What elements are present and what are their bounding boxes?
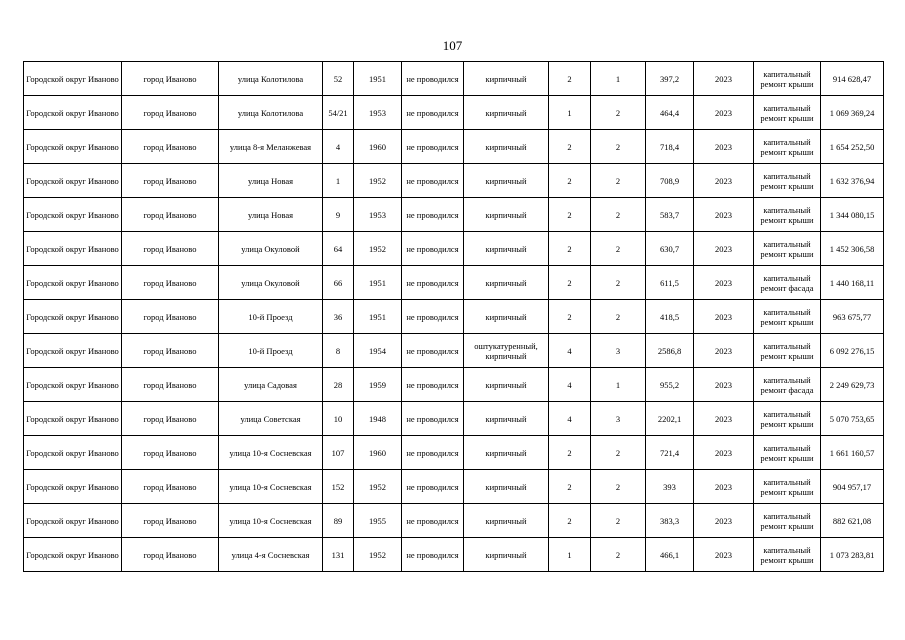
house-number-cell: 52 xyxy=(323,62,354,96)
last-repair-cell: не проводился xyxy=(402,266,464,300)
table-row xyxy=(24,402,884,436)
cost-cell: 1 632 376,94 xyxy=(821,164,884,198)
build-year-cell: 1953 xyxy=(354,198,402,232)
work-type-cell: капитальный ремонт фасада xyxy=(754,368,821,402)
cost-cell: 5 070 753,65 xyxy=(821,402,884,436)
municipality-cell: Городской округ Иваново xyxy=(24,164,122,198)
build-year-cell: 1951 xyxy=(354,266,402,300)
area-cell: 721,4 xyxy=(646,436,694,470)
repair-registry-table xyxy=(23,61,884,572)
municipality-cell: Городской округ Иваново xyxy=(24,266,122,300)
wall-material-cell: оштукатуренный, кирпичный xyxy=(464,334,549,368)
settlement-cell: город Иваново xyxy=(122,470,219,504)
house-number-cell: 64 xyxy=(323,232,354,266)
house-number-cell: 66 xyxy=(323,266,354,300)
area-cell: 955,2 xyxy=(646,368,694,402)
entrances-cell: 2 xyxy=(591,504,646,538)
area-cell: 583,7 xyxy=(646,198,694,232)
work-type-cell: капитальный ремонт крыши xyxy=(754,470,821,504)
house-number-cell: 54/21 xyxy=(323,96,354,130)
settlement-cell: город Иваново xyxy=(122,232,219,266)
entrances-cell: 2 xyxy=(591,300,646,334)
floors-cell: 2 xyxy=(549,198,591,232)
entrances-cell: 2 xyxy=(591,470,646,504)
last-repair-cell: не проводился xyxy=(402,504,464,538)
build-year-cell: 1952 xyxy=(354,232,402,266)
area-cell: 466,1 xyxy=(646,538,694,572)
work-type-cell: капитальный ремонт фасада xyxy=(754,266,821,300)
settlement-cell: город Иваново xyxy=(122,334,219,368)
cost-cell: 914 628,47 xyxy=(821,62,884,96)
settlement-cell: город Иваново xyxy=(122,538,219,572)
last-repair-cell: не проводился xyxy=(402,232,464,266)
table-row xyxy=(24,96,884,130)
cost-cell: 1 344 080,15 xyxy=(821,198,884,232)
floors-cell: 4 xyxy=(549,368,591,402)
area-cell: 718,4 xyxy=(646,130,694,164)
entrances-cell: 2 xyxy=(591,538,646,572)
area-cell: 393 xyxy=(646,470,694,504)
area-cell: 630,7 xyxy=(646,232,694,266)
floors-cell: 1 xyxy=(549,96,591,130)
year-cell: 2023 xyxy=(694,266,754,300)
wall-material-cell: кирпичный xyxy=(464,130,549,164)
municipality-cell: Городской округ Иваново xyxy=(24,436,122,470)
wall-material-cell: кирпичный xyxy=(464,470,549,504)
year-cell: 2023 xyxy=(694,232,754,266)
year-cell: 2023 xyxy=(694,164,754,198)
build-year-cell: 1952 xyxy=(354,470,402,504)
table-row xyxy=(24,334,884,368)
work-type-cell: капитальный ремонт крыши xyxy=(754,504,821,538)
floors-cell: 2 xyxy=(549,164,591,198)
page-number: 107 xyxy=(442,38,463,53)
floors-cell: 2 xyxy=(549,470,591,504)
wall-material-cell: кирпичный xyxy=(464,96,549,130)
street-cell: улица Советская xyxy=(219,402,323,436)
street-cell: улица 4-я Сосневская xyxy=(219,538,323,572)
last-repair-cell: не проводился xyxy=(402,334,464,368)
work-type-cell: капитальный ремонт крыши xyxy=(754,436,821,470)
area-cell: 611,5 xyxy=(646,266,694,300)
street-cell: улица Окуловой xyxy=(219,266,323,300)
settlement-cell: город Иваново xyxy=(122,368,219,402)
street-cell: 10-й Проезд xyxy=(219,334,323,368)
municipality-cell: Городской округ Иваново xyxy=(24,96,122,130)
street-cell: улица 10-я Сосневская xyxy=(219,470,323,504)
last-repair-cell: не проводился xyxy=(402,470,464,504)
work-type-cell: капитальный ремонт крыши xyxy=(754,232,821,266)
build-year-cell: 1955 xyxy=(354,504,402,538)
entrances-cell: 2 xyxy=(591,164,646,198)
build-year-cell: 1951 xyxy=(354,300,402,334)
house-number-cell: 89 xyxy=(323,504,354,538)
house-number-cell: 4 xyxy=(323,130,354,164)
wall-material-cell: кирпичный xyxy=(464,62,549,96)
settlement-cell: город Иваново xyxy=(122,266,219,300)
build-year-cell: 1959 xyxy=(354,368,402,402)
house-number-cell: 8 xyxy=(323,334,354,368)
cost-cell: 2 249 629,73 xyxy=(821,368,884,402)
work-type-cell: капитальный ремонт крыши xyxy=(754,402,821,436)
year-cell: 2023 xyxy=(694,300,754,334)
settlement-cell: город Иваново xyxy=(122,62,219,96)
entrances-cell: 3 xyxy=(591,402,646,436)
area-cell: 2202,1 xyxy=(646,402,694,436)
table-row xyxy=(24,300,884,334)
last-repair-cell: не проводился xyxy=(402,300,464,334)
wall-material-cell: кирпичный xyxy=(464,402,549,436)
cost-cell: 1 073 283,81 xyxy=(821,538,884,572)
wall-material-cell: кирпичный xyxy=(464,538,549,572)
cost-cell: 1 661 160,57 xyxy=(821,436,884,470)
year-cell: 2023 xyxy=(694,368,754,402)
street-cell: улица 10-я Сосневская xyxy=(219,436,323,470)
build-year-cell: 1960 xyxy=(354,436,402,470)
last-repair-cell: не проводился xyxy=(402,164,464,198)
municipality-cell: Городской округ Иваново xyxy=(24,334,122,368)
street-cell: улица Садовая xyxy=(219,368,323,402)
last-repair-cell: не проводился xyxy=(402,368,464,402)
entrances-cell: 2 xyxy=(591,266,646,300)
entrances-cell: 2 xyxy=(591,198,646,232)
cost-cell: 882 621,08 xyxy=(821,504,884,538)
entrances-cell: 1 xyxy=(591,62,646,96)
table-row xyxy=(24,436,884,470)
wall-material-cell: кирпичный xyxy=(464,198,549,232)
municipality-cell: Городской округ Иваново xyxy=(24,538,122,572)
build-year-cell: 1952 xyxy=(354,538,402,572)
wall-material-cell: кирпичный xyxy=(464,266,549,300)
house-number-cell: 1 xyxy=(323,164,354,198)
last-repair-cell: не проводился xyxy=(402,402,464,436)
work-type-cell: капитальный ремонт крыши xyxy=(754,538,821,572)
street-cell: улица 8-я Меланжевая xyxy=(219,130,323,164)
municipality-cell: Городской округ Иваново xyxy=(24,368,122,402)
area-cell: 2586,8 xyxy=(646,334,694,368)
wall-material-cell: кирпичный xyxy=(464,436,549,470)
year-cell: 2023 xyxy=(694,538,754,572)
table-row xyxy=(24,266,884,300)
work-type-cell: капитальный ремонт крыши xyxy=(754,198,821,232)
house-number-cell: 107 xyxy=(323,436,354,470)
work-type-cell: капитальный ремонт крыши xyxy=(754,62,821,96)
table-row xyxy=(24,198,884,232)
entrances-cell: 2 xyxy=(591,130,646,164)
house-number-cell: 36 xyxy=(323,300,354,334)
house-number-cell: 10 xyxy=(323,402,354,436)
entrances-cell: 2 xyxy=(591,436,646,470)
year-cell: 2023 xyxy=(694,402,754,436)
settlement-cell: город Иваново xyxy=(122,164,219,198)
floors-cell: 4 xyxy=(549,402,591,436)
settlement-cell: город Иваново xyxy=(122,96,219,130)
entrances-cell: 2 xyxy=(591,96,646,130)
table-row xyxy=(24,164,884,198)
area-cell: 383,3 xyxy=(646,504,694,538)
year-cell: 2023 xyxy=(694,62,754,96)
cost-cell: 1 069 369,24 xyxy=(821,96,884,130)
floors-cell: 4 xyxy=(549,334,591,368)
house-number-cell: 9 xyxy=(323,198,354,232)
table-row xyxy=(24,538,884,572)
municipality-cell: Городской округ Иваново xyxy=(24,198,122,232)
build-year-cell: 1948 xyxy=(354,402,402,436)
municipality-cell: Городской округ Иваново xyxy=(24,402,122,436)
build-year-cell: 1953 xyxy=(354,96,402,130)
cost-cell: 963 675,77 xyxy=(821,300,884,334)
house-number-cell: 152 xyxy=(323,470,354,504)
table-row xyxy=(24,368,884,402)
area-cell: 418,5 xyxy=(646,300,694,334)
cost-cell: 6 092 276,15 xyxy=(821,334,884,368)
settlement-cell: город Иваново xyxy=(122,436,219,470)
floors-cell: 2 xyxy=(549,62,591,96)
table-row xyxy=(24,130,884,164)
last-repair-cell: не проводился xyxy=(402,436,464,470)
house-number-cell: 28 xyxy=(323,368,354,402)
municipality-cell: Городской округ Иваново xyxy=(24,504,122,538)
last-repair-cell: не проводился xyxy=(402,96,464,130)
cost-cell: 1 452 306,58 xyxy=(821,232,884,266)
street-cell: улица Новая xyxy=(219,198,323,232)
wall-material-cell: кирпичный xyxy=(464,504,549,538)
floors-cell: 2 xyxy=(549,504,591,538)
floors-cell: 2 xyxy=(549,436,591,470)
municipality-cell: Городской округ Иваново xyxy=(24,130,122,164)
cost-cell: 1 440 168,11 xyxy=(821,266,884,300)
year-cell: 2023 xyxy=(694,334,754,368)
floors-cell: 2 xyxy=(549,266,591,300)
last-repair-cell: не проводился xyxy=(402,130,464,164)
area-cell: 708,9 xyxy=(646,164,694,198)
build-year-cell: 1952 xyxy=(354,164,402,198)
work-type-cell: капитальный ремонт крыши xyxy=(754,130,821,164)
work-type-cell: капитальный ремонт крыши xyxy=(754,96,821,130)
wall-material-cell: кирпичный xyxy=(464,368,549,402)
table-row xyxy=(24,232,884,266)
wall-material-cell: кирпичный xyxy=(464,164,549,198)
entrances-cell: 1 xyxy=(591,368,646,402)
wall-material-cell: кирпичный xyxy=(464,300,549,334)
build-year-cell: 1960 xyxy=(354,130,402,164)
year-cell: 2023 xyxy=(694,96,754,130)
last-repair-cell: не проводился xyxy=(402,538,464,572)
entrances-cell: 2 xyxy=(591,232,646,266)
floors-cell: 2 xyxy=(549,130,591,164)
street-cell: улица Окуловой xyxy=(219,232,323,266)
floors-cell: 1 xyxy=(549,538,591,572)
build-year-cell: 1951 xyxy=(354,62,402,96)
year-cell: 2023 xyxy=(694,436,754,470)
entrances-cell: 3 xyxy=(591,334,646,368)
work-type-cell: капитальный ремонт крыши xyxy=(754,334,821,368)
work-type-cell: капитальный ремонт крыши xyxy=(754,300,821,334)
house-number-cell: 131 xyxy=(323,538,354,572)
street-cell: улица 10-я Сосневская xyxy=(219,504,323,538)
table-row xyxy=(24,62,884,96)
area-cell: 397,2 xyxy=(646,62,694,96)
build-year-cell: 1954 xyxy=(354,334,402,368)
cost-cell: 904 957,17 xyxy=(821,470,884,504)
work-type-cell: капитальный ремонт крыши xyxy=(754,164,821,198)
floors-cell: 2 xyxy=(549,300,591,334)
year-cell: 2023 xyxy=(694,198,754,232)
last-repair-cell: не проводился xyxy=(402,62,464,96)
municipality-cell: Городской округ Иваново xyxy=(24,232,122,266)
street-cell: улица Колотилова xyxy=(219,62,323,96)
table-row xyxy=(24,504,884,538)
area-cell: 464,4 xyxy=(646,96,694,130)
wall-material-cell: кирпичный xyxy=(464,232,549,266)
municipality-cell: Городской округ Иваново xyxy=(24,300,122,334)
settlement-cell: город Иваново xyxy=(122,504,219,538)
cost-cell: 1 654 252,50 xyxy=(821,130,884,164)
year-cell: 2023 xyxy=(694,470,754,504)
street-cell: улица Новая xyxy=(219,164,323,198)
year-cell: 2023 xyxy=(694,130,754,164)
last-repair-cell: не проводился xyxy=(402,198,464,232)
street-cell: улица Колотилова xyxy=(219,96,323,130)
table-row xyxy=(24,470,884,504)
settlement-cell: город Иваново xyxy=(122,198,219,232)
street-cell: 10-й Проезд xyxy=(219,300,323,334)
municipality-cell: Городской округ Иваново xyxy=(24,62,122,96)
settlement-cell: город Иваново xyxy=(122,402,219,436)
municipality-cell: Городской округ Иваново xyxy=(24,470,122,504)
floors-cell: 2 xyxy=(549,232,591,266)
settlement-cell: город Иваново xyxy=(122,300,219,334)
year-cell: 2023 xyxy=(694,504,754,538)
settlement-cell: город Иваново xyxy=(122,130,219,164)
